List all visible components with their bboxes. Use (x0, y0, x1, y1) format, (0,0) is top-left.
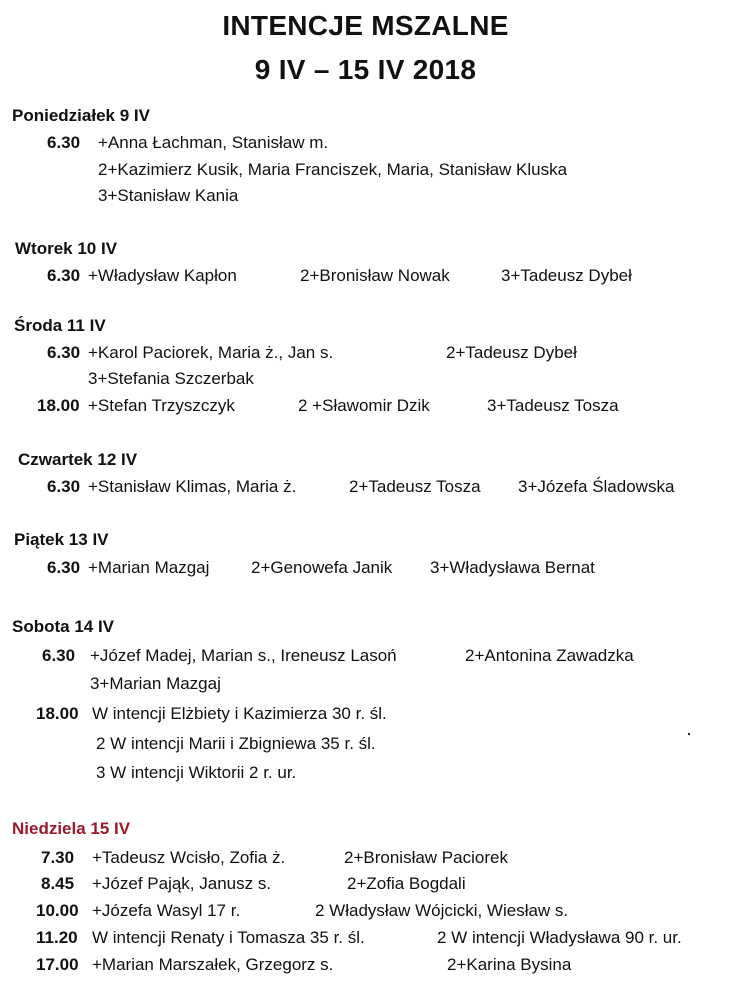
mass-time: 6.30 (47, 343, 81, 362)
day-heading-tuesday: Wtorek 10 IV (15, 239, 118, 258)
day-heading-saturday: Sobota 14 IV (12, 617, 115, 636)
mass-time: 17.00 (36, 955, 79, 974)
page-title: INTENCJE MSZALNE (222, 10, 509, 41)
intention: 2+Antonina Zawadzka (465, 646, 634, 665)
mass-time: 6.30 (47, 558, 81, 577)
intention: +Marian Marszałek, Grzegorz s. (92, 955, 334, 974)
intention: 3+Tadeusz Tosza (487, 396, 619, 415)
intention: 2 Władysław Wójcicki, Wiesław s. (315, 901, 569, 920)
intention: 3+Marian Mazgaj (90, 674, 221, 693)
day-heading-sunday: Niedziela 15 IV (12, 819, 131, 838)
mass-time: 10.00 (36, 901, 79, 920)
intention: +Józef Pająk, Janusz s. (92, 874, 272, 893)
mass-time: 6.30 (47, 133, 81, 152)
intention: 3+Władysława Bernat (430, 558, 595, 577)
intention: +Karol Paciorek, Maria ż., Jan s. (88, 343, 334, 362)
mass-time: 18.00 (36, 704, 79, 723)
intention: 3+Stefania Szczerbak (88, 369, 254, 388)
day-heading-monday: Poniedziałek 9 IV (12, 106, 150, 125)
intention: W intencji Renaty i Tomasza 35 r. śl. (92, 928, 365, 947)
intention: 2+Genowefa Janik (251, 558, 393, 577)
mass-time: 6.30 (42, 646, 76, 665)
intention: 2+Bronisław Paciorek (344, 848, 508, 867)
intention: 2 W intencji Władysława 90 r. ur. (437, 928, 682, 947)
intention: 3+Tadeusz Dybeł (501, 266, 632, 285)
intention: 2+Karina Bysina (447, 955, 572, 974)
date-range: 9 IV – 15 IV 2018 (254, 54, 477, 85)
intention: +Stefan Trzyszczyk (88, 396, 235, 415)
mass-time: 6.30 (47, 266, 81, 285)
intention: 2 W intencji Marii i Zbigniewa 35 r. śl. (96, 734, 376, 753)
day-heading-thursday: Czwartek 12 IV (18, 450, 138, 469)
intention: +Józefa Wasyl 17 r. (92, 901, 241, 920)
intention: +Tadeusz Wcisło, Zofia ż. (92, 848, 286, 867)
intention: +Marian Mazgaj (88, 558, 210, 577)
intention: 2 +Sławomir Dzik (298, 396, 430, 415)
mass-time: 7.30 (41, 848, 75, 867)
intention: 2+Bronisław Nowak (300, 266, 450, 285)
mass-time: 18.00 (37, 396, 80, 415)
scan-speck (688, 733, 690, 735)
intention: W intencji Elżbiety i Kazimierza 30 r. śl. (92, 704, 387, 723)
intention: +Stanisław Klimas, Maria ż. (88, 477, 297, 496)
intention: +Władysław Kapłon (88, 266, 237, 285)
intention: +Józef Madej, Marian s., Ireneusz Lasoń (90, 646, 397, 665)
intention: 3+Stanisław Kania (98, 186, 239, 205)
intention: 3+Józefa Śladowska (518, 477, 675, 496)
intention: 2+Kazimierz Kusik, Maria Franciszek, Maria, Stanisław Kluska (98, 160, 568, 179)
mass-time: 11.20 (36, 928, 78, 947)
day-heading-friday: Piątek 13 IV (14, 530, 109, 549)
intention: 3 W intencji Wiktorii 2 r. ur. (96, 763, 297, 782)
mass-time: 6.30 (47, 477, 81, 496)
intention: 2+Tadeusz Dybeł (446, 343, 577, 362)
intention: 2+Zofia Bogdali (347, 874, 466, 893)
intention: +Anna Łachman, Stanisław m. (98, 133, 329, 152)
intention: 2+Tadeusz Tosza (349, 477, 481, 496)
day-heading-wednesday: Środa 11 IV (14, 316, 106, 335)
mass-time: 8.45 (41, 874, 75, 893)
